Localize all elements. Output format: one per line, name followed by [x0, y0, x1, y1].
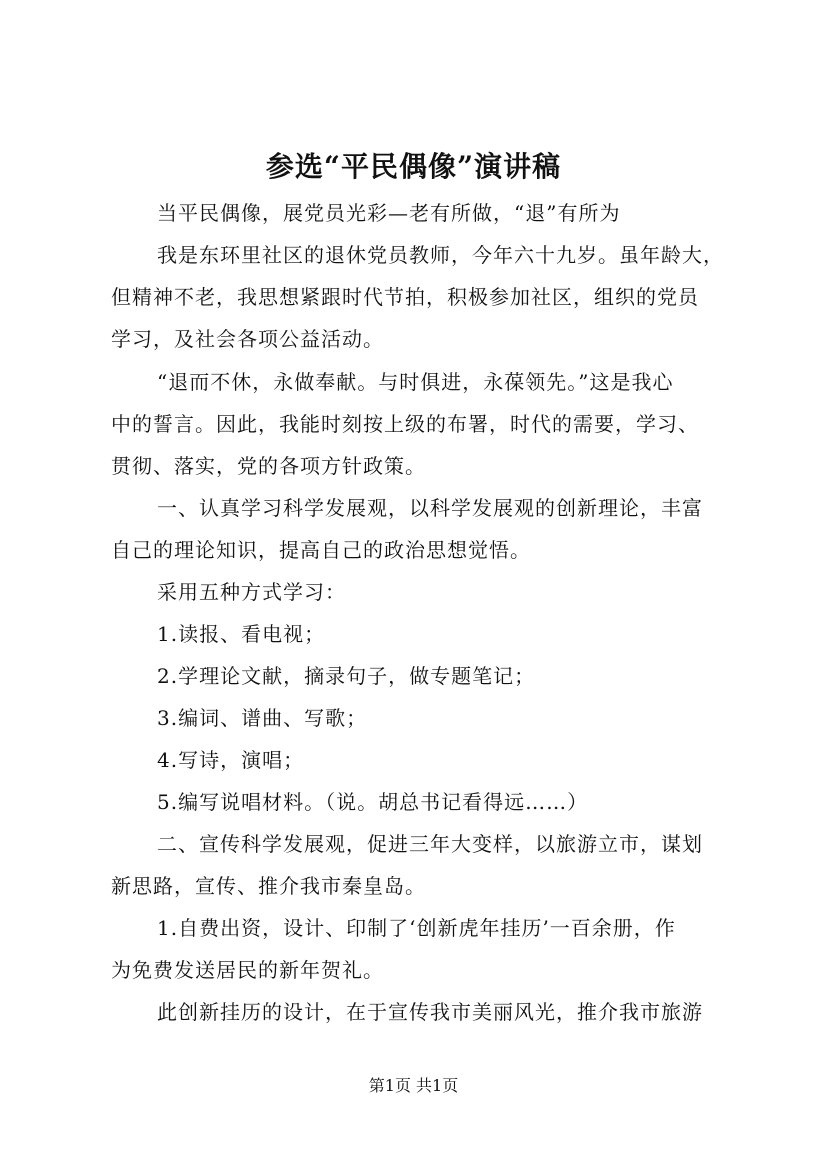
text-line: 我是东环里社区的退休党员教师，今年六十九岁。虽年龄大，	[157, 243, 724, 267]
document-title: 参选“平民偶像”演讲稿	[265, 150, 562, 183]
text-line: 此创新挂历的设计，在于宣传我市美丽风光，推介我市旅游	[157, 1000, 703, 1024]
text-line: “退而不休，永做奉献。与时俱进，永葆领先。”这是我心	[157, 370, 674, 394]
page-footer: 第1页 共1页	[368, 1076, 459, 1095]
list-item: 3.编词、谱曲、写歌；	[157, 706, 368, 730]
text-line: 贯彻、落实，党的各项方针政策。	[111, 454, 426, 478]
text-line-heading: 一、认真学习科学发展观，以科学发展观的创新理论，丰富	[157, 496, 703, 520]
text-line-subtitle: 当平民偶像，展党员光彩—老有所做，“退”有所为	[157, 201, 621, 225]
text-line: 自己的理论知识，提高自己的政治思想觉悟。	[111, 538, 531, 562]
text-line: 中的誓言。因此，我能时刻按上级的布署，时代的需要，学习、	[111, 412, 699, 436]
text-line: 新思路，宣传、推介我市秦皇岛。	[111, 874, 426, 898]
list-item: 2.学理论文献，摘录句子，做专题笔记；	[157, 664, 536, 688]
text-line: 为免费发送居民的新年贺礼。	[111, 958, 384, 982]
list-item: 5.编写说唱材料。（说。胡总书记看得远……）	[157, 790, 589, 814]
text-line: 学习，及社会各项公益活动。	[111, 327, 384, 351]
list-item: 4.写诗，演唱；	[157, 748, 305, 772]
text-line: 采用五种方式学习：	[157, 580, 346, 604]
list-item: 1.自费出资，设计、印制了‘创新虎年挂历’一百余册，作	[157, 916, 676, 940]
text-line: 但精神不老，我思想紧跟时代节拍，积极参加社区，组织的党员	[111, 285, 699, 309]
list-item: 1.读报、看电视；	[157, 622, 326, 646]
text-line-heading: 二、宣传科学发展观，促进三年大变样，以旅游立市，谋划	[157, 832, 703, 856]
